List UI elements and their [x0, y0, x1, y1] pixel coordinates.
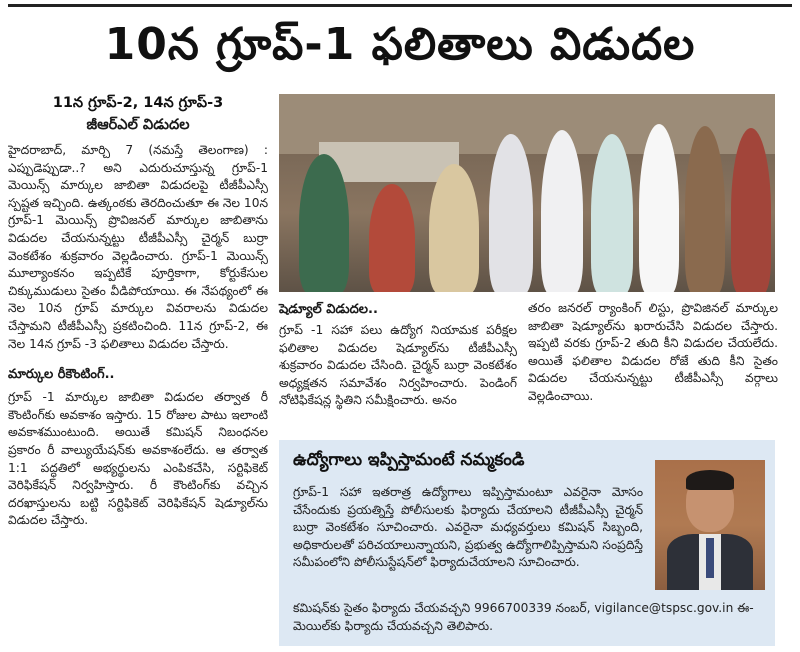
box-title: ఉద్యోగాలు ఇప్పిస్తామంటే నమ్మకండి — [293, 450, 525, 470]
news-photo — [279, 94, 775, 292]
photo-person — [639, 124, 679, 292]
box-paragraph: గ్రూప్-1 సహా ఇతరాత్ర ఉద్యోగాలు ఇప్పిస్తామంటూ ఎవరైనా మోసం చేసేందుకు ప్రయత్నిస్తే పోలీసులకు ఫిర్యాదు చేయాలని టీజీపీఎస్సీ చైర్మన్ బుర్రా వెంకటేశం సూచించారు. ఎవరైనా మధ్యవర్తులు కమిషన్ సిబ్బంది, అధికారులతో పరిచయాలున్నాయని, ప్రభుత్వ ఉద్యోగాలిప్పిస్తామని సంప్రదిస్తే సమీపంలోని పోలీసుస్టేషన్‌లో ఫిర్యాదుచేయాలని సూచించారు. — [293, 485, 643, 570]
left-paragraph-2: గ్రూప్ -1 మార్కుల జాబితా విడుదల తర్వాత రీ కౌంటింగ్‌కు అవకాశం ఇస్తారు. 15 రోజుల పాటు ఇలాంటి అవకాశముంటుంది. అయితే కమిషన్ నిబంధనల ప్రకారం రీ వాల్యుయేషన్‌కు అవకాశంలేదు. ఆ తర్వాత 1:1 పద్ధతిలో అభ్యర్థులను ఎంపికచేసి, సర్టిఫికెట్ వెరిఫికేషన్ నిర్వహిస్తారు. రీ కౌంటింగ్‌కు వచ్చిన దరఖాస్తులను బట్టి సర్టిఫికెట్ వెరిఫికేషన్ షెడ్యూల్‌ను విడుదల చేస్తారు. — [8, 390, 268, 528]
subhead-grl: జీఆర్ఎల్ విడుదల — [86, 117, 190, 133]
photo-person — [541, 130, 583, 292]
headline: 10న గ్రూప్-1 ఫలితాలు విడుదల — [104, 19, 696, 70]
middle-paragraph: గ్రూప్ -1 సహా పలు ఉద్యోగ నియామక పరీక్షల ఫలితాల విడుదల షెడ్యూల్‌ను టీజీపీఎస్సీ శుక్రవారం విడుదల చేసింది. చైర్మన్ బుర్రా వెంకటేశం అధ్యక్షతన సమావేశం నిర్వహించారు. పెండింగ్ నోటిఫికేషన్ల స్థితిని సమీక్షించారు. అనం — [279, 323, 517, 408]
left-column — [8, 92, 268, 648]
box-contact-line: కమిషన్‌కు సైతం ఫిర్యాదు చేయవచ్చని 9966700339 నంబర్, vigilance@tspsc.gov.in ఈ-మెయిల్‌కు ఫిర్యాదు చేయవచ్చని తెలిపారు. — [293, 601, 754, 633]
photo-person — [299, 154, 349, 292]
chairman-portrait — [655, 460, 765, 590]
photo-person — [685, 126, 725, 292]
top-rule — [8, 4, 792, 7]
portrait-tie — [706, 538, 714, 578]
subhead-group2-3: 11న గ్రూప్-2, 14న గ్రూప్-3 — [52, 95, 224, 111]
photo-person — [489, 134, 533, 292]
right-paragraph: తరం జనరల్ ర్యాంకింగ్ లిస్టు, ప్రొవిజినల్ మార్కుల జాబితా షెడ్యూల్‌ను ఖరారుచేసి విడుదల చేస్తారు. ఇప్పటి వరకు గ్రూప్-2 తుది కీని విడుదల చేయలేదు. అయితే ఫలితాల విడుదల రోజే తుది కీని సైతం విడుదల చేయనున్నట్టు టీజీపీఎస్సీ వర్గాలు వెల్లడించాయి. — [528, 301, 778, 403]
recounting-heading: మార్కుల రీకౌంటింగ్.. — [8, 367, 115, 383]
portrait-hair — [686, 470, 734, 490]
photo-person — [429, 164, 479, 292]
right-column — [528, 300, 778, 406]
warning-box — [279, 440, 775, 646]
photo-person — [731, 128, 771, 292]
photo-person — [369, 184, 415, 292]
middle-column — [279, 300, 517, 410]
schedule-heading: షెడ్యూల్ విడుదల.. — [279, 302, 378, 317]
photo-person — [591, 134, 633, 292]
left-paragraph-1: హైదరాబాద్, మార్చి 7 (నమస్తే తెలంగాణ) : ఎప్పుడెప్పుడా..? అని ఎదురుచూస్తున్న గ్రూప్-1 మెయిన్స్ మార్కుల జాబితా విడుదలపై టీజీపీఎస్సీ స్పష్టత ఇచ్చింది. ఉత్కంఠకు తెరదించుతూ ఈ నెల 10న గ్రూప్-1 మెయిన్స్ ప్రొవిజనల్ మార్కుల జాబితాను విడుదల చేయనున్నట్టు టీజీపీఎస్సీ చైర్మన్ బుర్రా వెంకటేశం శుక్రవారం వెల్లడించారు. గ్రూప్-1 మెయిన్స్ మూల్యాంకనం ఇప్పటికే పూర్తికాగా, కోర్టుకేసుల చిక్కుముడులు సైతం వీడిపోయాయి. ఈ నేపథ్యంలో ఈ నెల 10న గ్రూప్ మార్కుల వివరాలను విడుదల చేస్తామని టీజీపీఎస్సీ ప్రకటించింది. 11న గ్రూప్-2, ఈ నెల 14న గ్రూప్ -3 ఫలితాలు విడుదల చేస్తారు. — [8, 143, 268, 351]
